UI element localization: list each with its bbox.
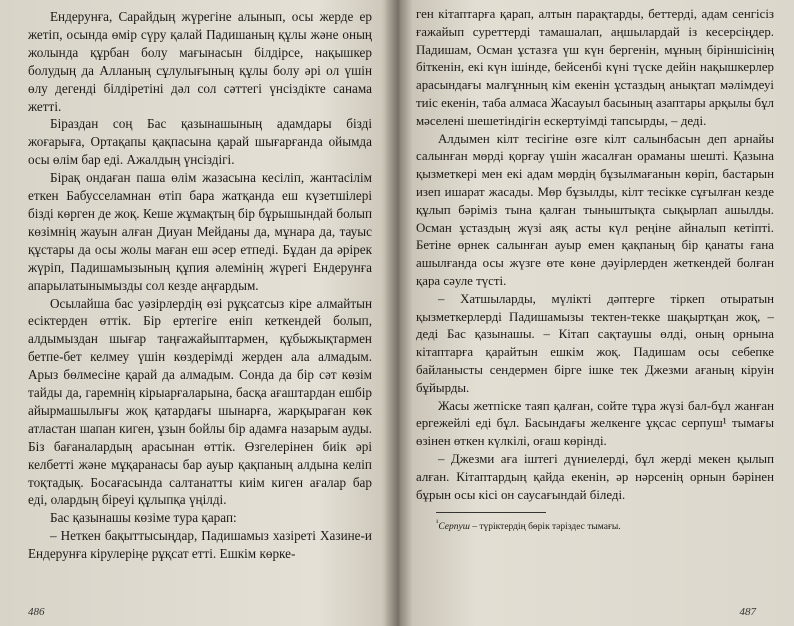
page-number: 486 <box>28 606 45 618</box>
page-number: 487 <box>739 606 756 618</box>
left-page <box>0 0 394 626</box>
paragraph: Бас қазынашы көзіме тура қарап: <box>50 510 237 526</box>
footnote-divider <box>436 512 546 513</box>
paragraph: Бірақ ондаған паша өлім жазасына кесіліп, жантасілім еткен Бабусселамнан өтіп бара жатқанда еш күзетшілері бізді көрген де жоқ. Кеше жұмақтың бір бұрышындай болып көзімнің жауын алған Диуан Мейданы да, мұнара да, тауыс құстары да осы жолы маған еш әсер етпеді. Бұдан да әрірек жүріп, Падишамызының құпия әлемінің жүрегі Ендерунға апарылатынымызды сол кезде аңғардым. <box>28 170 372 293</box>
footnote-term: Серпуш <box>438 522 470 533</box>
footnote-marker: ¹ <box>436 518 439 528</box>
paragraph: – Джезми аға іштегі дүниелерді, бұл жерді мекен қылып алған. Кітаптардың қайда екенін, әр нәрсенің орнын бәрінен бұрын осы кісі он саусағындай біледі. <box>416 451 774 502</box>
paragraph: ген кітаптарға қарап, алтын парақтарды, беттерді, адам сенгісіз ғажайып суреттерді тамашалап, аңшылардай із кесерсіңдер. Падишам, Осман ұстазға үш күн бергенін, мұның біріншісінің біткенін, екі күн ішінде, бейсенбі күні түске дейін нақышкерлер арасындағы малғұнның кім екенін ұстаздың анықтап мәлімдеуі тиіс екенін, таба алмаса Жасауыл басының азаптары арқылы бұл мәселені шешетіндігін ескертуімді тапсырды, – деді. <box>416 7 774 128</box>
paragraph: Ендерунға, Сарайдың жүрегіне алынып, осы жерде ер жетіп, осында өмір сүру қалай Падишаның құлы және оның жолында құрбан болу мағынасын білдірсе, нақышкер болудың да Алланың сұлулығының құлы болу әрі ол үшін өлу дегенді білдіретіні дәл сол сәттегі үнсіздікте санама жетті. <box>28 9 372 114</box>
paragraph: Алдымен кілт тесігіне өзге кілт салынбасын деп арнайы салынған мөрді қорғау үшін жасалған ораманы шешті. Қазына қызметкері мен екі адам мөрдің бұзылмағанын көріп, бастарын изеп ишарат жасады. Мөр бұзылды, кілт тесікке сұғылған кезде құлып бәріміз тына қалған тыныштықта сықырлап ашылды. Осман ұстаздың жүзі аяқ асты күл реңіне айналып кетіпті. Бетіне өрнек салынған ауыр емен қақпаның бір қанаты ғана ашылғанда осы жүзге өте көне дәуірлерден жеткендей болған қара сәуле түсті. <box>416 131 774 288</box>
paragraph: Осылайша бас уәзірлердің өзі рұқсатсыз кіре алмайтын есіктерден өттік. Бір ертегіге еніп кеткендей болып, алдымыздан шығар таңғажайыптармен, құбыжықтармен бетпе-бет келмеу үшін көздерімді жерден ала алмадым. Арыз бөлмесіне қарай да алмадым. Сонда да бір сәт көзім тайды да, гаремнің кірыарғаларына, басқа ағаштардан ешбір айырмашылығы жоқ қатардағы шынарға, жарқыраған көк атластан шапан киген, ұзын бойлы бір адамға назарым ауды. Біз бағаналардың арасынан өттік. Өзгелерінен биік әрі келбетті және мұқаранасы бар ауыр қақпаның алдына келіп тоқтадық. Босағасында салтанатты киім киген ағалар бар еді, олардың біреуі құлыпқа үңілді. <box>28 295 372 508</box>
paragraph: – Хатшыларды, мүлікті дәптерге тіркеп отыратын қызметкерлерді Падишамызы тектен-текке шақыртқан жоқ, – деді Бас қазынашы. – Кітап сақтаушы өлді, оның орнына кітаптарға қарайтын ешкім жоқ. Падишам осы себепке байланысты сендермен бірге ішке тек Джезми ағаның кіруін бұйырды. <box>416 291 774 395</box>
paragraph: Жасы жетпіске таяп қалған, сойте тұра жүзі бал-бұл жанған ергежейлі еді бұл. Басындағы желкенге ұқсас серпуш¹ тымағы өзінен өткен күлкілі, оғаш көрінді. <box>416 398 774 449</box>
footnote <box>436 517 774 533</box>
paragraph: Біраздан соң Бас қазынашының адамдары бізді жоғарыға, Ортақапы қақпасына қарай шығарғанда ойымда осы өлім бар еді. Ажалдың үнсіздігі. <box>28 116 372 168</box>
footnote-text: – түріктердің бөрік тәріздес тымағы. <box>469 522 621 533</box>
right-page <box>398 0 794 626</box>
paragraph: – Неткен бақыттысыңдар, Падишамыз хазіреті Хазине-и Ендерунға кірулеріңе рұқсат етті. Ешкім көрке- <box>28 528 372 562</box>
